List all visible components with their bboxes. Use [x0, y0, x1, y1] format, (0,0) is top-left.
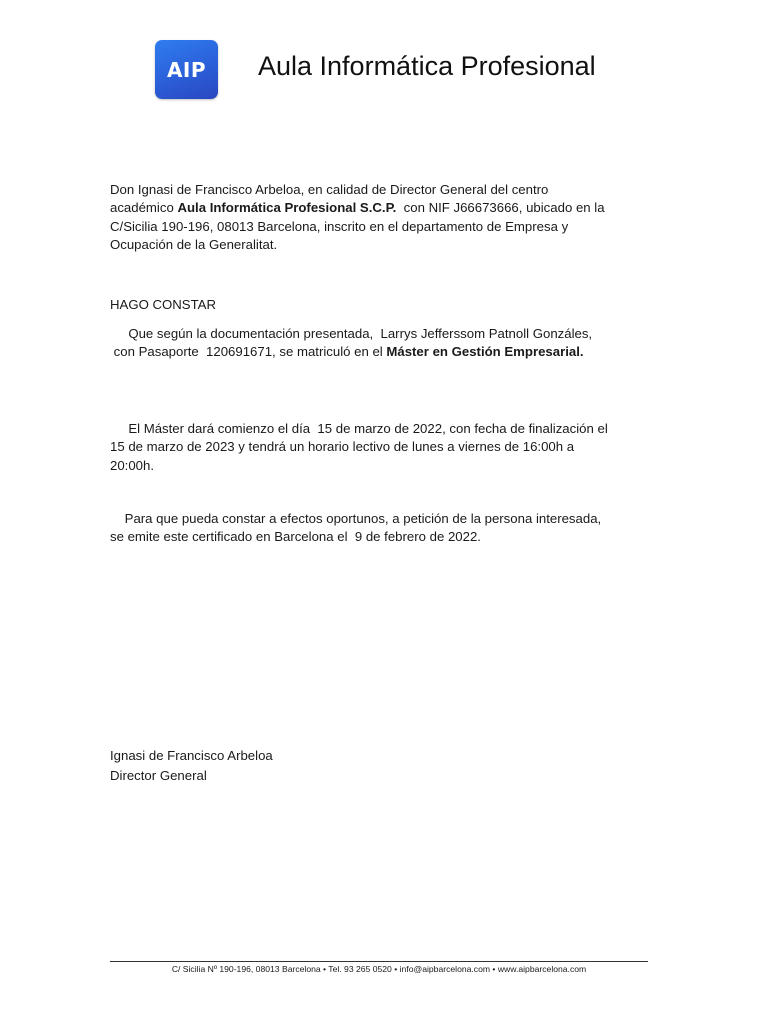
enrollment-line-2	[110, 343, 645, 361]
intro-line-2-start: académico	[110, 200, 178, 216]
intro-line-3: C/Sicilia 190-196, 08013 Barcelona, inscrito en el departamento de Empresa y	[110, 218, 569, 234]
intro-line-2	[110, 199, 645, 217]
enrollment-line-1: Que según la documentación presentada, Larrys Jefferssom Patnoll Gonzáles,	[110, 326, 593, 341]
schedule-line-2: 15 de marzo de 2023 y tendrá un horario lectivo de lunes a viernes de 16:00h a	[110, 439, 575, 455]
company-name: Aula Informática Profesional S.C.P.	[177, 200, 397, 216]
schedule-paragraph	[110, 420, 645, 475]
logo-text: AIP	[166, 57, 207, 82]
brand-name: Aula Informática Profesional	[258, 51, 596, 81]
signature-name: Ignasi de Francisco Arbeloa	[110, 748, 273, 763]
hago-constar-heading: HAGO CONSTAR	[110, 297, 216, 312]
intro-line-2-end: con NIF J66673666, ubicado en la	[396, 200, 605, 216]
program-name: Máster en Gestión Empresarial.	[386, 344, 584, 360]
intro-line-1: Don Ignasi de Francisco Arbeloa, en calidad de Director General del centro	[110, 182, 549, 197]
closing-line-1: Para que pueda constar a efectos oportunos, a petición de la persona interesada,	[110, 511, 602, 526]
intro-paragraph	[110, 181, 645, 254]
footer-contact: C/ Sicilia Nº 190-196, 08013 Barcelona • Tel. 93 265 0520 • info@aipbarcelona.com • www.aipbarcelona.com	[171, 964, 587, 974]
signature-block	[110, 746, 645, 786]
enrollment-paragraph	[110, 325, 645, 362]
closing-line-2: se emite este certificado en Barcelona el 9 de febrero de 2022.	[110, 529, 481, 545]
intro-line-4: Ocupación de la Generalitat.	[110, 236, 278, 252]
aip-logo	[155, 40, 218, 99]
schedule-line-3: 20:00h.	[110, 457, 154, 473]
closing-paragraph	[110, 510, 645, 547]
schedule-line-1: El Máster dará comienzo el día 15 de marzo de 2022, con fecha de finalización el	[110, 421, 608, 436]
signature-title: Director General	[110, 768, 207, 783]
footer-divider	[110, 961, 648, 962]
enrollment-line-2-start: con Pasaporte 120691671, se matriculó en el	[110, 344, 387, 360]
